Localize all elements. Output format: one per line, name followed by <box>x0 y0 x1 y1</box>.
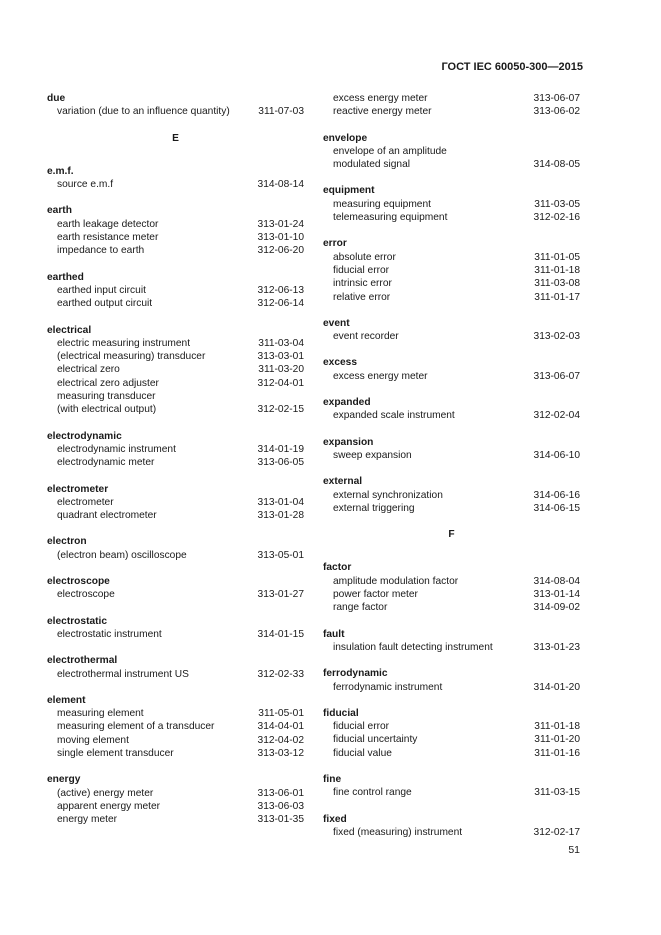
index-subentry <box>47 496 304 509</box>
index-subentry <box>47 813 304 826</box>
index-headword: excess <box>323 357 357 369</box>
subentry-term: measuring element of a transducer <box>57 721 215 733</box>
subentry-ref: 311-03-08 <box>534 278 580 290</box>
index-subentry <box>323 449 580 462</box>
index-subentry <box>47 231 304 244</box>
index-entry <box>323 237 580 303</box>
index-subentry <box>323 158 580 171</box>
index-entry <box>47 165 304 192</box>
index-headword: expansion <box>323 436 374 448</box>
index-subentry <box>47 588 304 601</box>
subentry-ref: 314-06-15 <box>533 502 580 514</box>
index-entry <box>323 396 580 423</box>
subentry-term: absolute error <box>333 251 396 263</box>
subentry-ref: 313-01-04 <box>257 496 304 508</box>
subentry-term: fine control range <box>333 787 412 799</box>
index-entry <box>323 317 580 344</box>
index-subentry <box>47 720 304 733</box>
subentry-ref: 311-01-20 <box>534 734 580 746</box>
index-subentry <box>323 291 580 304</box>
index-subentry <box>47 377 304 390</box>
subentry-ref: 313-03-01 <box>257 351 304 363</box>
index-headword: electron <box>47 536 87 548</box>
index-headword: electroscope <box>47 576 110 588</box>
subentry-term: excess energy meter <box>333 93 428 104</box>
index-headword: earth <box>47 205 72 217</box>
subentry-term: quadrant electrometer <box>57 510 157 522</box>
subentry-ref: 312-06-14 <box>257 298 304 310</box>
index-subentry <box>323 251 580 264</box>
index-subentry <box>323 641 580 654</box>
subentry-ref: 312-02-16 <box>533 212 580 224</box>
subentry-ref: 313-01-24 <box>257 218 304 230</box>
subentry-term: relative error <box>333 291 391 303</box>
index-subentry <box>323 681 580 694</box>
subentry-ref: 314-08-04 <box>533 575 580 587</box>
index-headword: electrostatic <box>47 615 108 627</box>
index-entry <box>47 483 304 523</box>
section-letter: E <box>172 132 179 144</box>
subentry-term: modulated signal <box>333 159 411 171</box>
index-subentry <box>323 330 580 343</box>
subentry-term: external triggering <box>333 502 415 514</box>
index-subentry <box>47 549 304 562</box>
subentry-term: source e.m.f <box>57 179 114 191</box>
index-entry <box>323 667 580 694</box>
subentry-ref: 313-06-03 <box>257 800 304 812</box>
index-headword: equipment <box>323 185 375 197</box>
index-entry <box>47 654 304 681</box>
subentry-term: (electrical measuring) transducer <box>57 351 206 363</box>
subentry-ref: 314-04-01 <box>257 721 304 733</box>
index-headword: error <box>323 238 347 250</box>
subentry-term: electrothermal instrument US <box>57 668 189 680</box>
page-number: 51 <box>568 844 580 856</box>
subentry-term: telemeasuring equipment <box>333 212 448 224</box>
section-letter: F <box>448 529 455 541</box>
index-subentry <box>323 747 580 760</box>
index-entry <box>47 615 304 642</box>
index-entry <box>323 436 580 463</box>
index-subentry <box>47 284 304 297</box>
index-headword: event <box>323 317 350 329</box>
index-subentry <box>47 707 304 720</box>
index-headword: external <box>323 476 363 488</box>
index-entry <box>47 773 304 826</box>
subentry-term: electroscope <box>57 589 115 601</box>
subentry-term: (active) energy meter <box>57 787 154 799</box>
index-subentry <box>47 800 304 813</box>
index-entry <box>323 356 580 383</box>
subentry-term: fixed (measuring) instrument <box>333 826 463 838</box>
subentry-ref: 311-01-17 <box>534 291 580 303</box>
subentry-ref: 311-03-05 <box>534 198 580 210</box>
index-subentry <box>323 489 580 502</box>
subentry-ref: 314-01-19 <box>257 443 304 455</box>
subentry-ref: 314-01-15 <box>257 628 304 640</box>
index-subentry <box>323 588 580 601</box>
index-subentry <box>47 390 304 403</box>
subentry-term: amplitude modulation factor <box>333 575 459 587</box>
index-subentry <box>323 105 580 118</box>
subentry-term: power factor meter <box>333 589 418 601</box>
index-subentry <box>47 178 304 191</box>
index-entry <box>47 271 304 311</box>
index-subentry <box>323 264 580 277</box>
subentry-term: electrodynamic meter <box>57 457 155 469</box>
subentry-term: fiducial error <box>333 721 390 733</box>
subentry-term: electrostatic instrument <box>57 628 162 640</box>
subentry-term: earth leakage detector <box>57 218 159 230</box>
index-subentry <box>323 502 580 515</box>
subentry-ref: 313-06-07 <box>533 93 580 104</box>
index-headword: expanded <box>323 397 371 409</box>
subentry-ref: 314-09-02 <box>533 602 580 614</box>
index-entry <box>47 324 304 417</box>
subentry-term: (with electrical output) <box>57 404 157 416</box>
index-subentry <box>323 370 580 383</box>
subentry-ref: 311-07-03 <box>258 106 304 118</box>
subentry-term: electrical zero adjuster <box>57 377 159 389</box>
subentry-term: single element transducer <box>57 747 174 759</box>
subentry-term: expanded scale instrument <box>333 410 455 422</box>
subentry-term: intrinsic error <box>333 278 392 290</box>
subentry-ref: 311-01-05 <box>534 251 580 263</box>
subentry-term: insulation fault detecting instrument <box>333 641 493 653</box>
index-entry <box>323 561 580 614</box>
subentry-term: event recorder <box>333 331 399 343</box>
subentry-ref: 313-01-35 <box>257 814 304 826</box>
standard-header: ГОСТ IEC 60050-300—2015 <box>441 61 583 73</box>
subentry-term: sweep expansion <box>333 449 412 461</box>
index-entry <box>47 575 304 602</box>
subentry-term: range factor <box>333 602 388 614</box>
index-entry <box>47 694 304 760</box>
index-headword: e.m.f. <box>47 165 74 177</box>
index-subentry <box>47 337 304 350</box>
subentry-term: moving element <box>57 734 129 746</box>
subentry-ref: 313-01-10 <box>257 232 304 244</box>
subentry-ref: 311-03-04 <box>258 337 304 349</box>
index-entry <box>323 628 580 655</box>
subentry-ref: 311-03-15 <box>534 787 580 799</box>
subentry-ref: 313-06-01 <box>257 787 304 799</box>
index-subentry <box>323 92 580 105</box>
index-subentry <box>323 575 580 588</box>
subentry-ref: 311-05-01 <box>258 708 304 720</box>
index-headword: fixed <box>323 813 347 825</box>
index-subentry <box>323 277 580 290</box>
subentry-ref: 313-01-27 <box>257 589 304 601</box>
index-subentry <box>47 456 304 469</box>
index-subentry <box>47 244 304 257</box>
subentry-term: electrodynamic instrument <box>57 443 176 455</box>
index-headword: electrometer <box>47 483 109 495</box>
subentry-term: measuring equipment <box>333 198 431 210</box>
subentry-ref: 313-02-03 <box>533 331 580 343</box>
subentry-term: impedance to earth <box>57 245 145 257</box>
subentry-ref: 312-04-02 <box>257 734 304 746</box>
subentry-term: earthed input circuit <box>57 284 146 296</box>
index-headword: earthed <box>47 271 84 283</box>
index-subentry <box>323 198 580 211</box>
subentry-ref: 312-02-04 <box>533 410 580 422</box>
index-subentry <box>323 733 580 746</box>
subentry-term: reactive energy meter <box>333 106 432 118</box>
index-entry <box>47 204 304 257</box>
subentry-term: earthed output circuit <box>57 298 153 310</box>
index-headword: fiducial <box>323 707 359 719</box>
subentry-ref: 314-08-05 <box>533 159 580 171</box>
subentry-ref: 313-06-07 <box>533 370 580 382</box>
index-subentry <box>323 601 580 614</box>
subentry-term: electric measuring instrument <box>57 337 191 349</box>
subentry-term: measuring transducer <box>57 391 156 403</box>
subentry-ref: 314-06-10 <box>533 449 580 461</box>
subentry-ref: 313-05-01 <box>257 549 304 561</box>
index-headword: electrical <box>47 324 92 336</box>
subentry-ref: 311-01-18 <box>534 264 580 276</box>
subentry-ref: 312-06-13 <box>257 284 304 296</box>
index-entry <box>323 92 580 119</box>
subentry-ref: 313-06-02 <box>533 106 580 118</box>
index-subentry <box>47 747 304 760</box>
subentry-ref: 314-01-20 <box>533 681 580 693</box>
subentry-term: measuring element <box>57 708 144 720</box>
subentry-ref: 311-01-18 <box>534 721 580 733</box>
index-subentry <box>47 787 304 800</box>
index-headword: envelope <box>323 132 368 144</box>
subentry-ref: 311-03-20 <box>258 364 304 376</box>
subentry-ref: 312-02-15 <box>257 404 304 416</box>
index-column-right <box>323 92 580 852</box>
index-entry <box>323 773 580 800</box>
index-subentry <box>47 668 304 681</box>
index-subentry <box>323 826 580 839</box>
subentry-term: apparent energy meter <box>57 800 161 812</box>
index-headword: electrodynamic <box>47 430 122 442</box>
index-subentry <box>47 509 304 522</box>
index-entry <box>47 92 304 119</box>
index-headword: fine <box>323 773 342 785</box>
subentry-term: fiducial value <box>333 747 392 759</box>
index-entry <box>323 132 580 172</box>
subentry-term: energy meter <box>57 814 118 826</box>
subentry-ref: 311-01-16 <box>534 747 580 759</box>
index-entry <box>47 535 304 562</box>
subentry-ref: 313-01-28 <box>257 510 304 522</box>
index-headword: due <box>47 93 66 104</box>
index-entry <box>47 430 304 470</box>
subentry-ref: 313-01-23 <box>533 641 580 653</box>
subentry-term: ferrodynamic instrument <box>333 681 443 693</box>
index-entry <box>323 707 580 760</box>
subentry-term: (electron beam) oscilloscope <box>57 549 187 561</box>
index-subentry <box>47 734 304 747</box>
subentry-ref: 314-06-16 <box>533 489 580 501</box>
subentry-term: fiducial error <box>333 264 390 276</box>
index-subentry <box>47 363 304 376</box>
index-subentry <box>47 628 304 641</box>
index-entry <box>323 475 580 515</box>
index-subentry <box>47 297 304 310</box>
index-headword: electrothermal <box>47 655 118 667</box>
subentry-ref: 313-03-12 <box>257 747 304 759</box>
subentry-term: electrometer <box>57 496 114 508</box>
index-subentry <box>47 350 304 363</box>
index-subentry <box>323 145 580 158</box>
index-entry <box>323 184 580 224</box>
index-headword: factor <box>323 562 352 574</box>
subentry-term: envelope of an amplitude <box>333 145 447 157</box>
index-subentry <box>323 720 580 733</box>
index-subentry <box>47 443 304 456</box>
subentry-term: electrical zero <box>57 364 120 376</box>
subentry-ref: 313-06-05 <box>257 457 304 469</box>
subentry-ref: 312-02-33 <box>257 668 304 680</box>
index-subentry <box>47 218 304 231</box>
index-subentry <box>323 409 580 422</box>
subentry-ref: 312-02-17 <box>533 826 580 838</box>
index-subentry <box>47 403 304 416</box>
subentry-ref: 312-06-20 <box>257 245 304 257</box>
index-subentry <box>323 211 580 224</box>
index-subentry <box>47 105 304 118</box>
subentry-ref: 314-08-14 <box>257 179 304 191</box>
subentry-term: variation (due to an influence quantity) <box>57 106 230 118</box>
index-headword: element <box>47 694 86 706</box>
index-headword: ferrodynamic <box>323 668 388 680</box>
index-column-left <box>47 92 304 839</box>
subentry-term: fiducial uncertainty <box>333 734 418 746</box>
subentry-term: excess energy meter <box>333 370 428 382</box>
index-entry <box>323 813 580 840</box>
subentry-term: earth resistance meter <box>57 232 159 244</box>
subentry-ref: 312-04-01 <box>257 377 304 389</box>
index-subentry <box>323 786 580 799</box>
subentry-term: external synchronization <box>333 489 443 501</box>
index-headword: energy <box>47 774 81 786</box>
subentry-ref: 313-01-14 <box>533 589 580 601</box>
index-headword: fault <box>323 628 345 640</box>
